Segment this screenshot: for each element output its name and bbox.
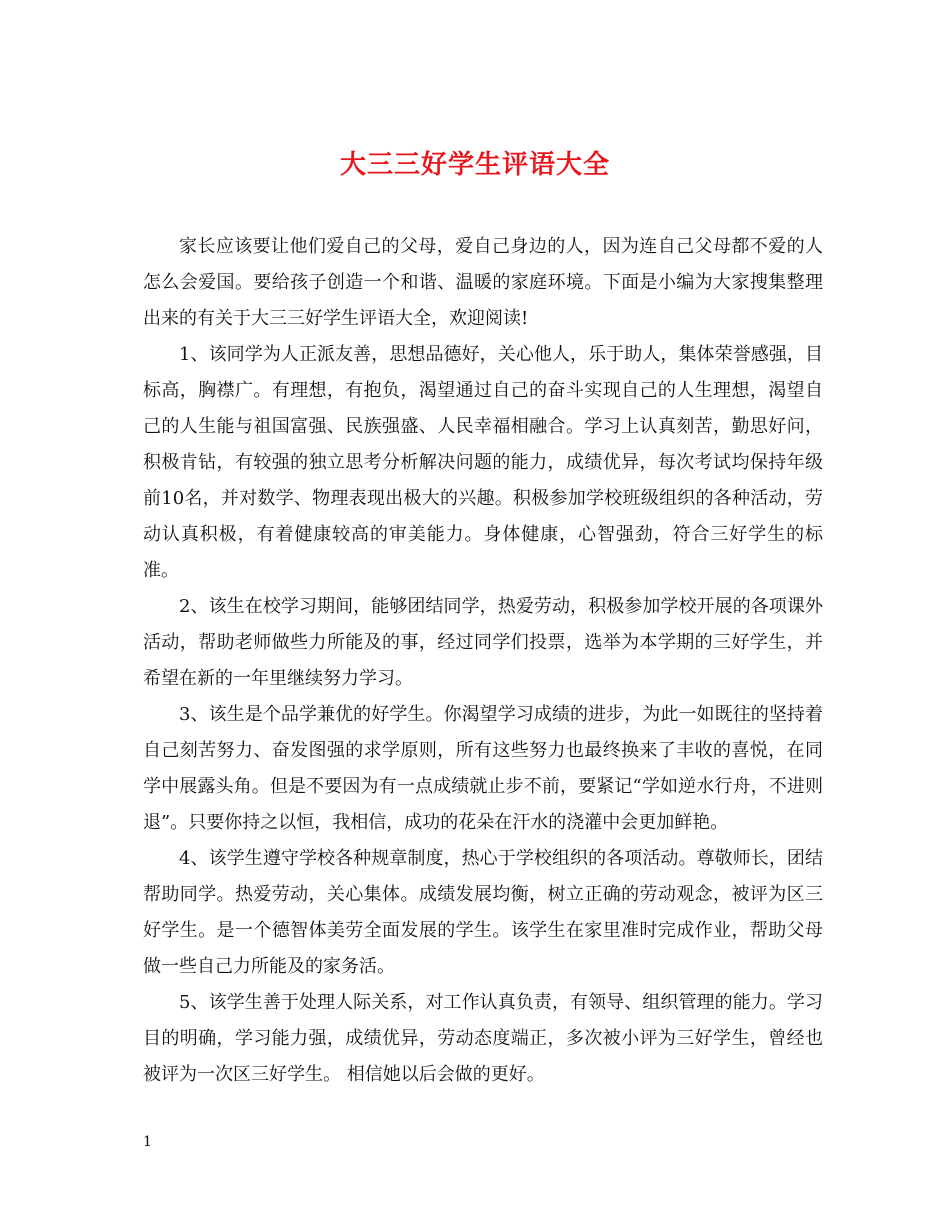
comment-paragraph-3: 3、该生是个品学兼优的好学生。你渴望学习成绩的进步，为此一如既往的坚持着自己刻苦努力、奋发图强的求学原则，所有这些努力也最终换来了丰收的喜悦，在同学中展露头角。但是不要因为有一点成绩就止步不前，要紧记“学如逆水行舟，不进则退”。只要你持之以恒，我相信，成功的花朵在汗水的浇灌中会更加鲜艳。	[143, 704, 823, 833]
comment-paragraph-4: 4、该学生遵守学校各种规章制度，热心于学校组织的各项活动。尊敬师长，团结帮助同学。热爱劳动，关心集体。成绩发展均衡，树立正确的劳动观念，被评为区三好学生。是一个德智体美劳全面发展的学生。该学生在家里准时完成作业，帮助父母做一些自己力所能及的家务活。	[143, 848, 823, 977]
document-body	[143, 229, 823, 1093]
page-number: 1	[143, 1134, 152, 1150]
comment-paragraph-5: 5、该学生善于处理人际关系，对工作认真负责，有领导、组织管理的能力。学习目的明确，学习能力强，成绩优异，劳动态度端正，多次被小评为三好学生，曾经也被评为一次区三好学生。 相信她以后会做的更好。	[143, 992, 823, 1085]
intro-paragraph: 家长应该要让他们爱自己的父母，爱自己身边的人，因为连自己父母都不爱的人怎么会爱国。要给孩子创造一个和谐、温暖的家庭环境。下面是小编为大家搜集整理出来的有关于大三三好学生评语大全，欢迎阅读!	[143, 236, 823, 329]
comment-paragraph-2: 2、该生在校学习期间，能够团结同学，热爱劳动，积极参加学校开展的各项课外活动，帮助老师做些力所能及的事，经过同学们投票，选举为本学期的三好学生，并希望在新的一年里继续努力学习。	[143, 596, 823, 689]
page-title: 大三三好学生评语大全	[339, 150, 610, 181]
comment-paragraph-1: 1、该同学为人正派友善，思想品德好，关心他人，乐于助人，集体荣誉感强，目标高，胸襟广。有理想，有抱负，渴望通过自己的奋斗实现自己的人生理想，渴望自己的人生能与祖国富强、民族强盛、人民幸福相融合。学习上认真刻苦，勤思好问，积极肯钻，有较强的独立思考分析解决问题的能力，成绩优异，每次考试均保持年级前10名，并对数学、物理表现出极大的兴趣。积极参加学校班级组织的各种活动，劳动认真积极，有着健康较高的审美能力。身体健康，心智强劲，符合三好学生的标准。	[143, 344, 823, 581]
